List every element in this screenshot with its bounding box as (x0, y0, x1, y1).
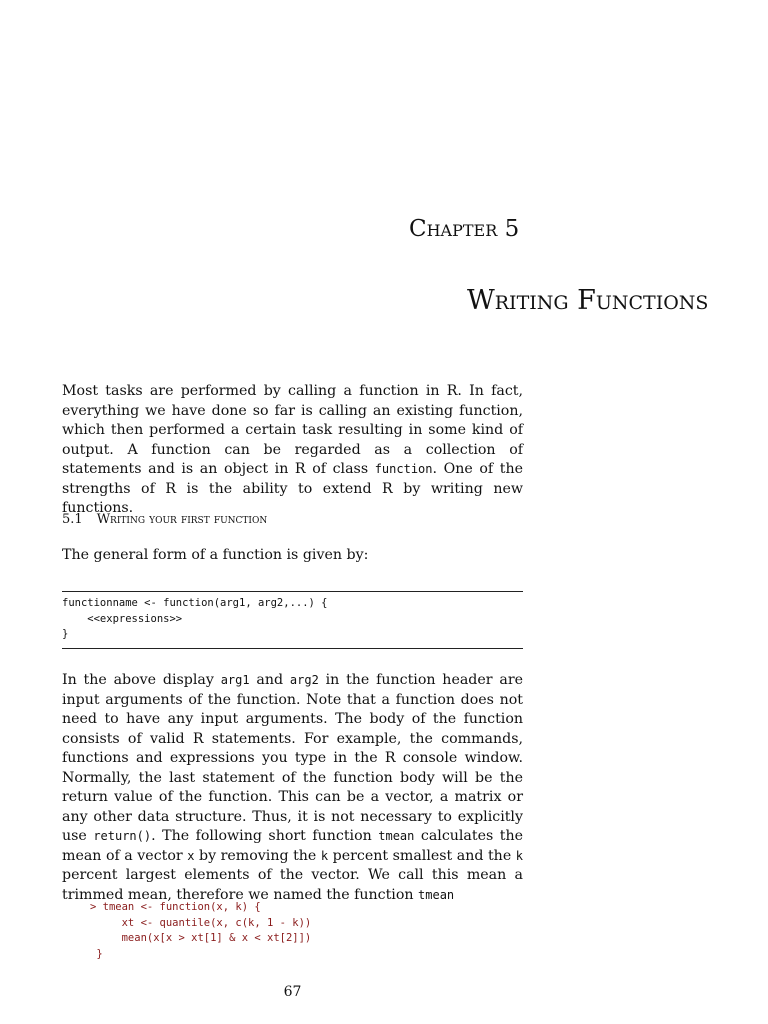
body-paragraph (62, 671, 523, 905)
inline-code-function: function (374, 462, 433, 476)
body-text: In the above display (62, 672, 221, 688)
inline-code-return: return() (93, 829, 152, 843)
intro-paragraph (62, 382, 523, 519)
body-text: percent largest elements of the vector. We call this mean a trimmed mean, therefore we named the function (62, 867, 523, 903)
inline-code-arg1: arg1 (220, 673, 250, 687)
section-title: Writing your first function (96, 512, 268, 527)
tmean-example-code: > tmean <- function(x, k) { xt <- quantile(x, c(k, 1 - k)) mean(x[x > xt[1] & x < xt[2]]) } (90, 901, 312, 960)
function-template-code-block (62, 591, 523, 649)
inline-code-arg2: arg2 (289, 673, 319, 687)
body-text: and (249, 672, 290, 688)
inline-code-tmean: tmean (378, 829, 415, 843)
body-text: calculates the mean of a vector (62, 828, 524, 864)
body-text: in the function header are input arguments of the function. Note that a function does not need to have any input arguments. The body of the function consists of valid R statements. For example, the commands, functions and expressions you type in the R console window. Normally, the last statement of the function body will be the return value of the function. This can be a vector, a matrix or any other data structure. Thus, it is not necessary to explicitly use (62, 672, 523, 844)
chapter-title: Writing Functions (467, 285, 709, 316)
inline-code-tmean: tmean (418, 887, 455, 902)
intro-text-1: Most tasks are performed by calling a function in R. In fact, everything we have done so far is calling an existing function, which then performed a certain task resulting in some kind of output. A function can be regarded as a collection of statements and is an object in R of class (62, 383, 523, 477)
section-heading (62, 511, 267, 529)
chapter-label: Chapter 5 (409, 216, 520, 242)
body-text: percent smallest and the (328, 847, 516, 864)
section-number: 5.1 (62, 512, 83, 527)
page-number: 67 (283, 984, 302, 1000)
body-text: by removing the (194, 847, 321, 864)
inline-code-k: k (320, 848, 329, 863)
intro-text-2: . One of the strengths of R is the ability to extend R by writing new functions. (62, 461, 523, 516)
inline-code-x: x (187, 848, 195, 863)
general-form-text: The general form of a function is given by: (62, 547, 369, 563)
tmean-example-code-block (90, 900, 311, 962)
inline-code-k: k (515, 848, 523, 863)
function-template-code: functionname <- function(arg1, arg2,...) { <<expressions>> } (62, 597, 328, 640)
body-text: . The following short function (151, 828, 379, 844)
